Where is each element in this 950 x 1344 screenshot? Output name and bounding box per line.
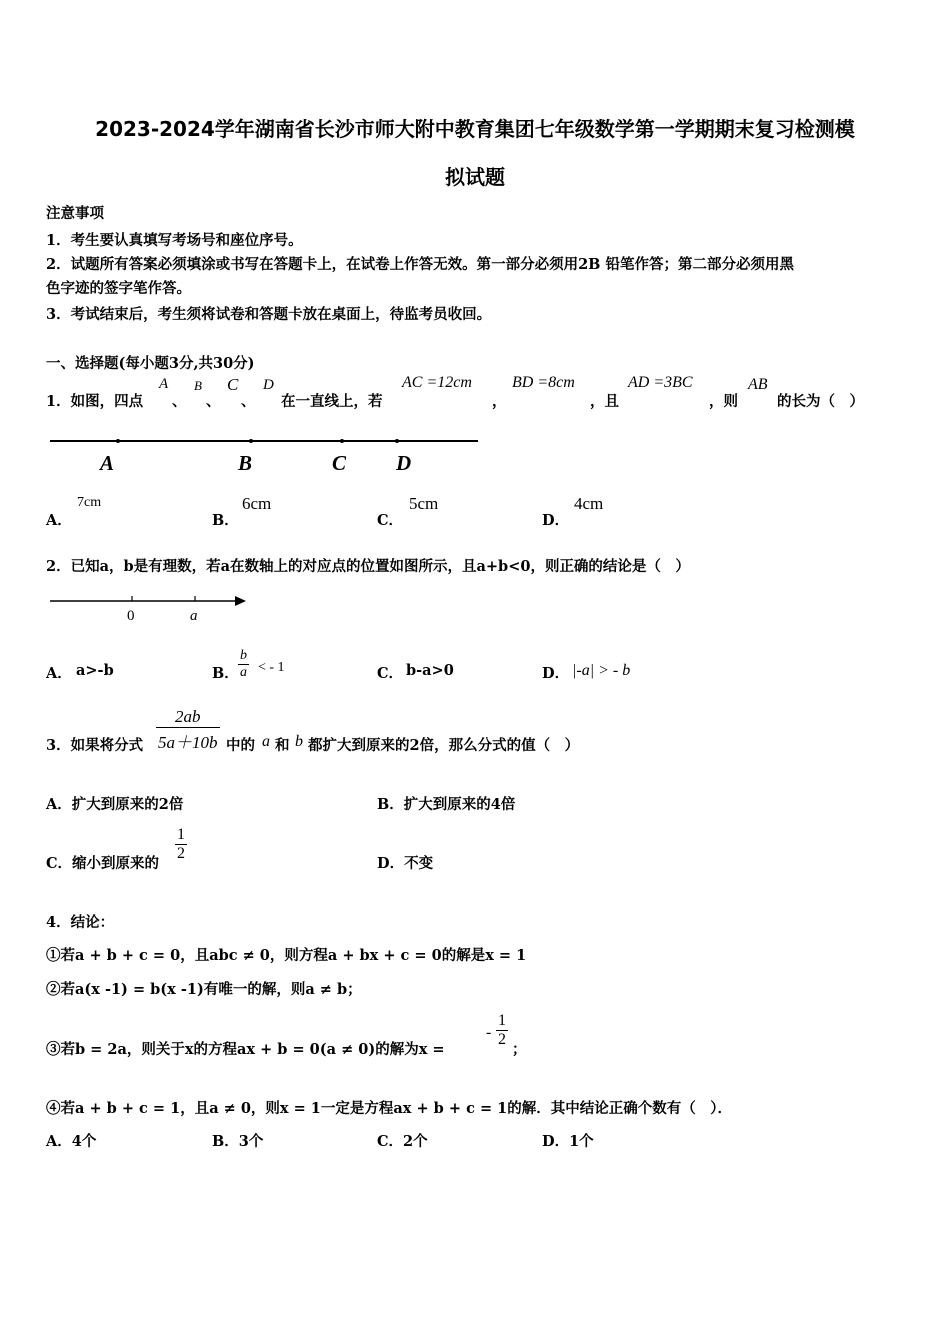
notice-item-1: 1．考生要认真填写考场号和座位序号。 (46, 232, 303, 249)
q2-option-b-rest: < - 1 (258, 660, 285, 675)
q1-option-d-label[interactable]: D． (542, 512, 570, 529)
q1-prefix: 1．如图，四点 (46, 393, 144, 410)
q1-then: ，则 (709, 393, 738, 410)
q4-option-a[interactable]: A．4个 (46, 1133, 97, 1150)
q3-fraction-den: 5a＋10b (158, 733, 218, 752)
q4-s3-minus: - (486, 1024, 492, 1041)
q3-and: 和 (275, 737, 290, 754)
q3-option-c-den: 2 (177, 845, 185, 862)
axis-label-zero: 0 (127, 608, 135, 624)
q4-heading: 4．结论： (46, 914, 115, 931)
q2-option-b-num: b (240, 648, 247, 663)
q1-point-a: A (159, 376, 169, 392)
q3-suffix: 都扩大到原来的2倍，那么分式的值（ ） (308, 737, 580, 754)
q3-option-b[interactable]: B．扩大到原来的4倍 (377, 796, 516, 813)
q4-s3-fraction (496, 1012, 508, 1049)
q1-sep: 、 (241, 393, 256, 410)
q1-suffix: 的长为（ ） (777, 393, 864, 410)
q3-var-a: a (262, 733, 270, 750)
q2-option-d-value: |-a| > - b (572, 662, 631, 679)
q2-option-c-value: b-a>0 (406, 662, 454, 679)
q1-cond-ad: AD =3BC (628, 374, 693, 391)
q1-sep: 、 (206, 393, 221, 410)
q3-prefix: 3．如果将分式 (46, 737, 144, 754)
q4-s3-num: 1 (498, 1012, 506, 1029)
q2-option-b-fraction (238, 648, 249, 681)
q4-statement-3: ③若b = 2a，则关于x的方程ax + b = 0(a ≠ 0)的解为x = (46, 1041, 445, 1058)
axis-label-a: a (190, 608, 198, 624)
figure-label-c: C (332, 451, 347, 475)
q4-statement-2: ②若a(x -1) = b(x -1)有唯一的解，则a ≠ b； (46, 981, 362, 998)
q4-statement-4: ④若a + b + c = 1，且a ≠ 0，则x = 1一定是方程ax + b + c = 1的解．其中结论正确个数有（ ）． (46, 1100, 732, 1117)
q3-mid: 中的 (226, 737, 255, 754)
q1-option-a-label[interactable]: A． (46, 512, 72, 529)
q1-comma: ， (492, 393, 507, 410)
q1-line-figure (46, 428, 486, 478)
q1-cond-bd: BD =8cm (512, 374, 575, 391)
q3-option-c-num: 1 (177, 826, 185, 843)
page-title: 2023-2024学年湖南省长沙市师大附中教育集团七年级数学第一学期期末复习检测模 (95, 117, 855, 141)
q4-option-c[interactable]: C．2个 (377, 1133, 428, 1150)
q3-fraction (156, 707, 220, 753)
q1-option-b-value: 6cm (242, 494, 272, 513)
q2-option-b-label[interactable]: B． (212, 665, 239, 682)
q4-option-b[interactable]: B．3个 (212, 1133, 264, 1150)
q3-fraction-num: 2ab (156, 707, 220, 728)
notice-heading: 注意事项 (46, 205, 104, 222)
page-title-line2: 拟试题 (445, 165, 505, 189)
q4-option-d[interactable]: D．1个 (542, 1133, 594, 1150)
q4-s3-den: 2 (498, 1031, 506, 1048)
q1-option-c-value: 5cm (409, 494, 439, 513)
q1-mid: 在一直线上，若 (281, 393, 383, 410)
q1-point-d: D (263, 377, 274, 393)
figure-label-a: A (100, 451, 115, 475)
notice-item-2-cont: 色字迹的签字笔作答。 (46, 280, 191, 297)
section-heading: 一、选择题(每小题3分,共30分) (46, 355, 255, 372)
q3-var-b: b (295, 733, 303, 750)
q1-option-a-value: 7cm (77, 495, 102, 510)
q2-text: 2．已知a，b是有理数，若a在数轴上的对应点的位置如图所示，且a+b<0，则正确的结论是（ ） (46, 558, 690, 575)
q2-option-a-value: a>-b (76, 662, 114, 679)
figure-label-b: B (238, 451, 253, 475)
q2-option-c-label[interactable]: C． (377, 665, 404, 682)
q4-statement-1: ①若a + b + c = 0，且abc ≠ 0，则方程a + bx + c = 0的解是x = 1 (46, 947, 527, 964)
notice-item-3: 3．考试结束后，考生须将试卷和答题卡放在桌面上，待监考员收回。 (46, 306, 492, 323)
q1-sep: 、 (172, 393, 187, 410)
q1-cond-ac: AC =12cm (402, 374, 472, 391)
q3-option-d[interactable]: D．不变 (377, 855, 434, 872)
q2-option-d-label[interactable]: D． (542, 665, 570, 682)
q1-option-d-value: 4cm (574, 494, 604, 513)
q1-point-b: B (194, 378, 202, 393)
q3-option-a[interactable]: A．扩大到原来的2倍 (46, 796, 184, 813)
q2-option-b-den: a (240, 665, 247, 680)
figure-label-d: D (396, 451, 412, 475)
q1-point-c: C (227, 375, 239, 394)
q2-number-line (46, 590, 251, 626)
q1-option-b-label[interactable]: B． (212, 512, 239, 529)
q1-option-c-label[interactable]: C． (377, 512, 404, 529)
notice-item-2: 2．试题所有答案必须填涂或书写在答题卡上，在试卷上作答无效。第一部分必须用2B 铅笔作答；第二部分必须用黑 (46, 256, 794, 273)
q4-s3-end: ； (512, 1041, 527, 1058)
q2-option-a-label[interactable]: A． (46, 665, 72, 682)
q1-ab: AB (748, 376, 768, 393)
q3-option-c[interactable]: C．缩小到原来的 (46, 855, 160, 872)
q3-option-c-fraction (175, 826, 187, 863)
q1-and: ，且 (590, 393, 619, 410)
